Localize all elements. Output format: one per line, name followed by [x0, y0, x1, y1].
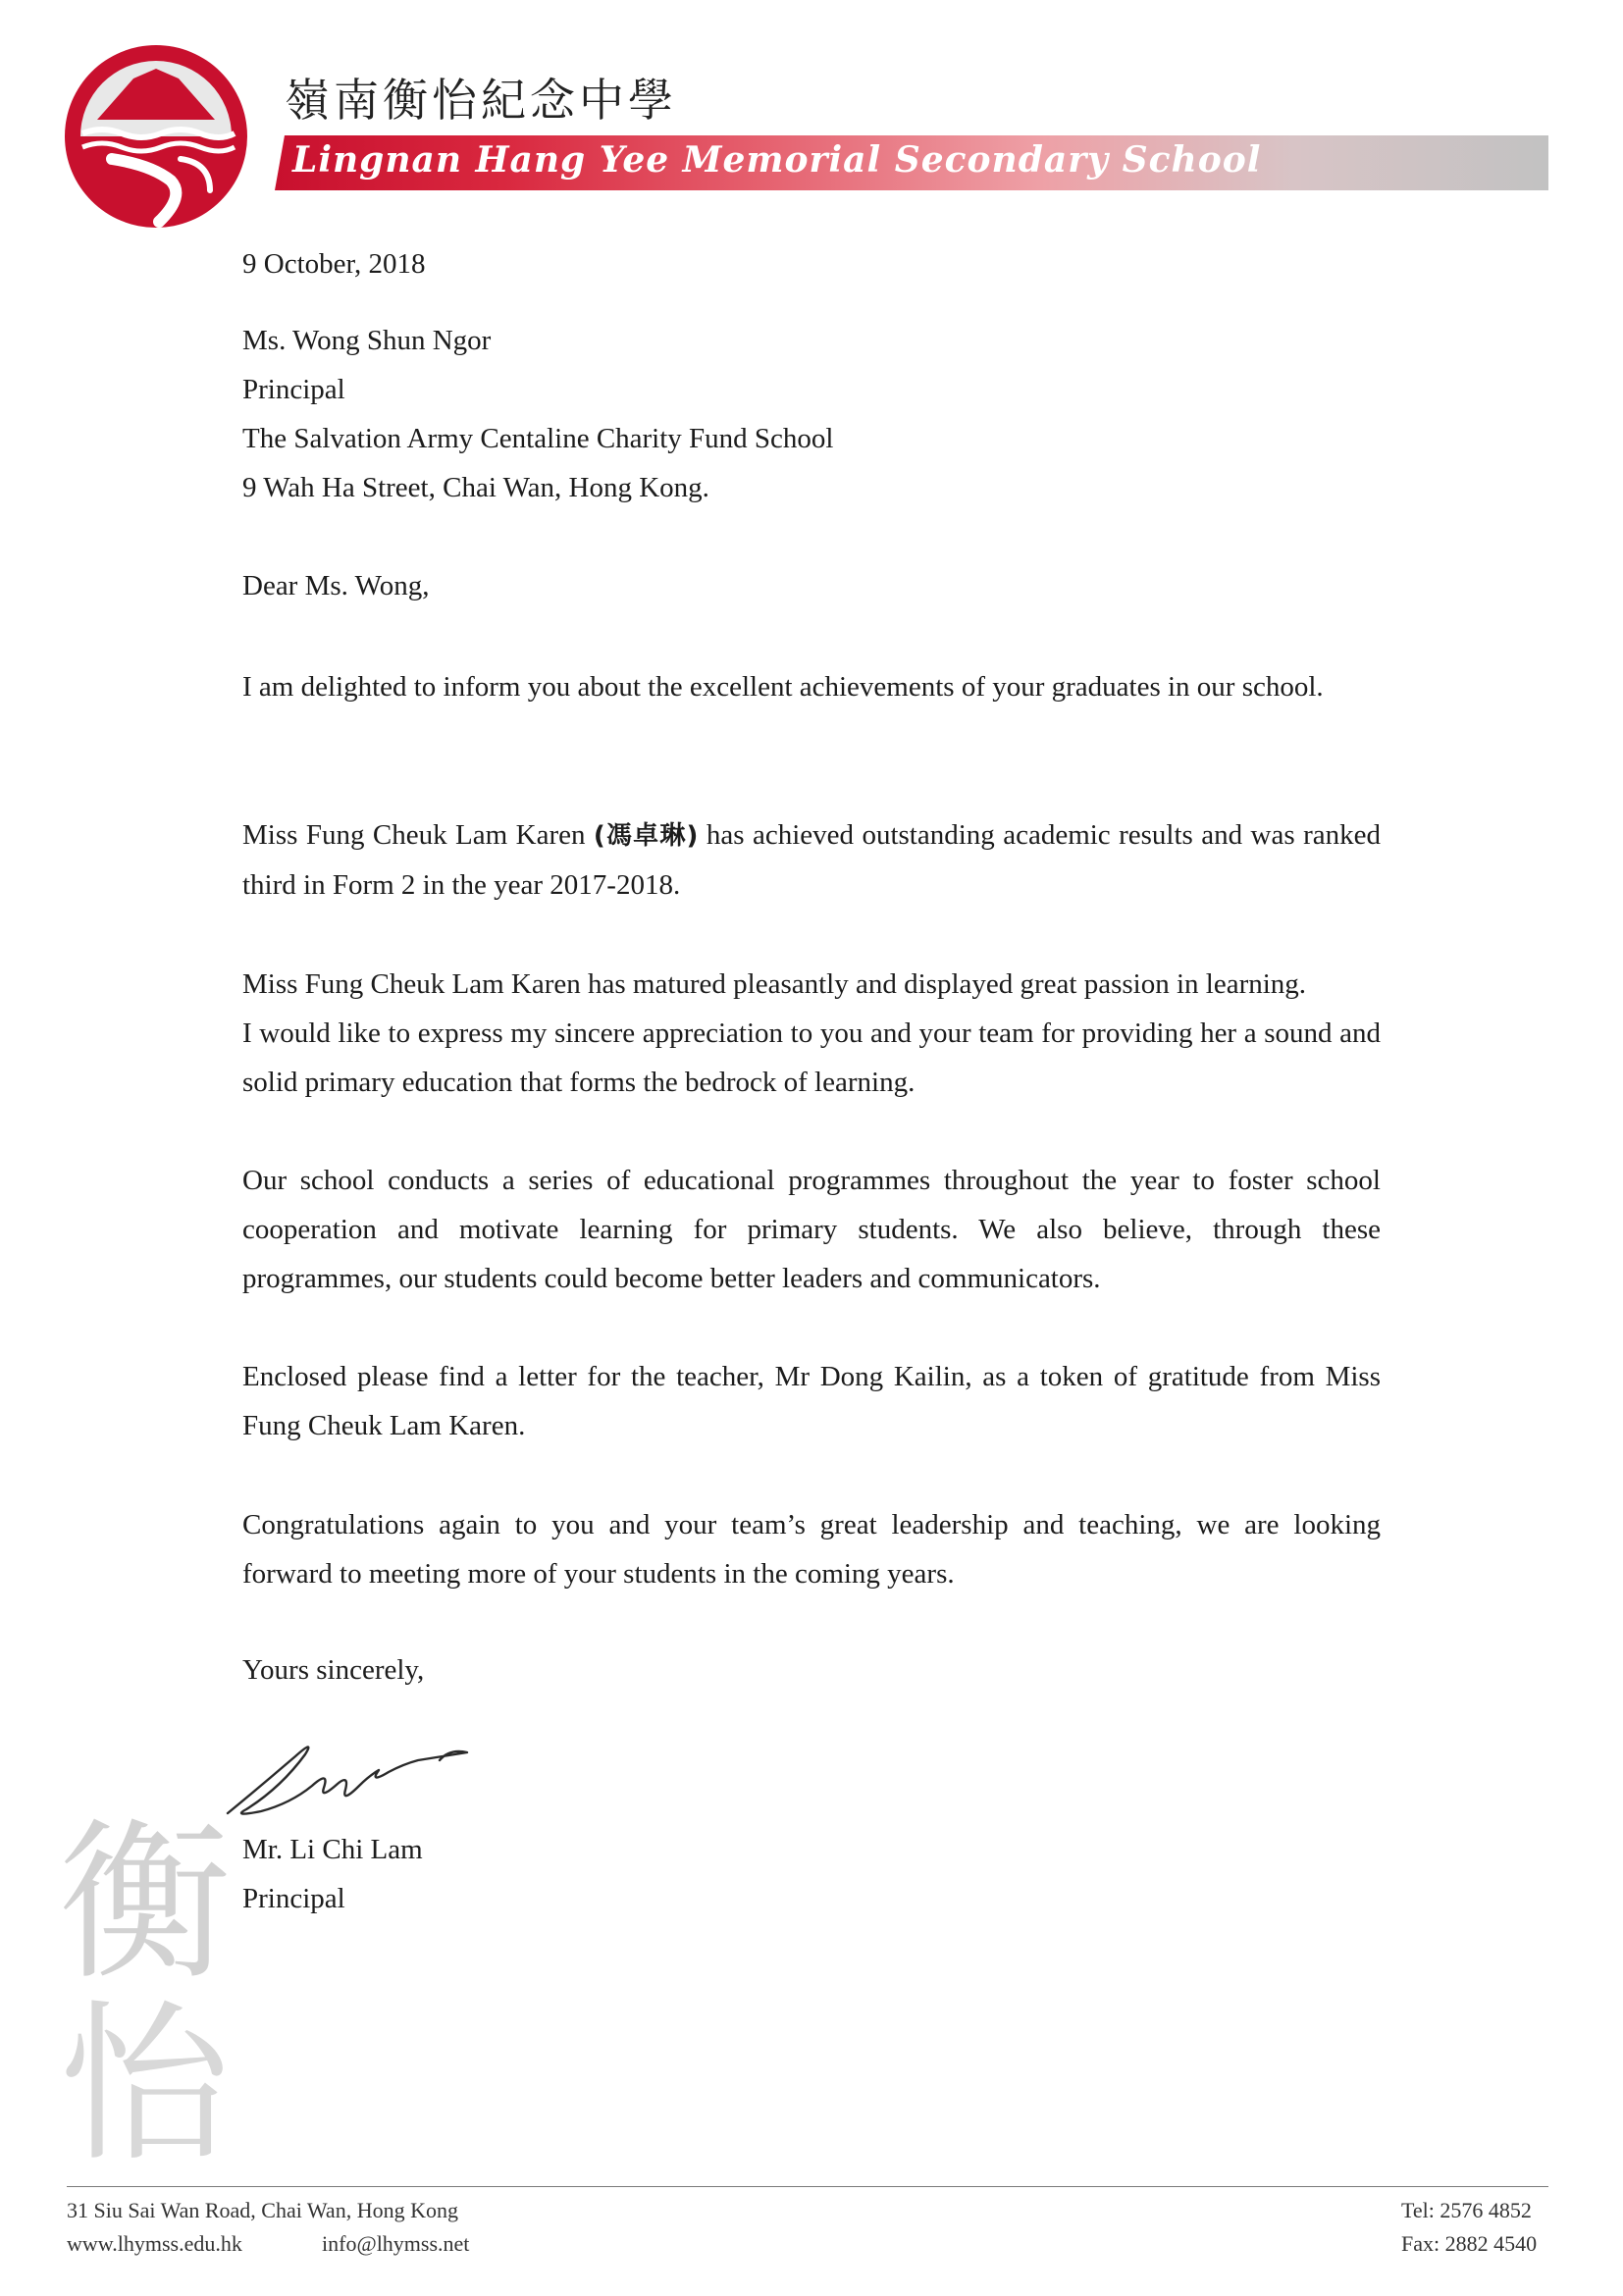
paragraph-2 — [242, 810, 1381, 910]
watermark-char-2: 怡 — [59, 1986, 231, 2159]
paragraph-6: Congratulations again to you and your team’s great leadership and teaching, we are looking forward to meeting more of your students in the coming years. — [242, 1509, 1381, 1590]
student-chinese-name: (馮卓琳) — [593, 821, 699, 851]
watermark-char-1: 衡 — [59, 1804, 231, 2004]
paragraph-5: Enclosed please find a letter for the teacher, Mr Dong Kailin, as a token of gratitude from Miss Fung Cheuk Lam Karen. — [242, 1361, 1381, 1441]
paragraph-3 — [242, 960, 1381, 1107]
paragraph-3-line-1: Miss Fung Cheuk Lam Karen has matured pleasantly and displayed great passion in learning. — [242, 968, 1307, 1000]
recipient-block — [242, 316, 1381, 512]
footer-fax: Fax: 2882 4540 — [1401, 2231, 1538, 2256]
school-name-chinese: 嶺南衡怡紀念中學 — [285, 74, 677, 127]
footer-tel: Tel: 2576 4852 — [1401, 2198, 1532, 2222]
footer-address: 31 Siu Sai Wan Road, Chai Wan, Hong Kong — [67, 2198, 458, 2222]
paragraph-4: Our school conducts a series of educational programmes throughout the year to foster school cooperation and motivate learning for primary students. We also believe, through these programmes, our students could become better leaders and communicators. — [242, 1165, 1381, 1294]
paragraph-3-rest: I would like to express my sincere appreciation to you and your team for providing her a sound and solid primary education that forms the bedrock of learning. — [242, 1018, 1381, 1098]
recipient-organization: The Salvation Army Centaline Charity Fund School — [242, 423, 834, 454]
salutation: Dear Ms. Wong, — [242, 570, 430, 601]
watermark-characters — [59, 1796, 245, 2159]
school-name-english: Lingnan Hang Yee Memorial Secondary School — [292, 139, 1262, 181]
footer-divider — [67, 2186, 1548, 2187]
recipient-name: Ms. Wong Shun Ngor — [242, 325, 492, 356]
handwritten-signature — [222, 1727, 477, 1820]
footer-website[interactable]: www.lhymss.edu.hk — [67, 2231, 242, 2256]
paragraph-2-end: has achieved outstanding academic results and was ranked third in Form 2 in the year 2017-2018. — [242, 819, 1381, 901]
school-logo-icon — [63, 43, 249, 230]
signatory-title: Principal — [242, 1883, 345, 1914]
letter-date: 9 October, 2018 — [242, 248, 426, 280]
paragraph-1: I am delighted to inform you about the excellent achievements of your graduates in our school. — [242, 671, 1324, 703]
signatory-block — [242, 1825, 1381, 1923]
recipient-address: 9 Wah Ha Street, Chai Wan, Hong Kong. — [242, 472, 709, 503]
signatory-name: Mr. Li Chi Lam — [242, 1834, 423, 1865]
closing: Yours sincerely, — [242, 1654, 425, 1686]
footer-email[interactable]: info@lhymss.net — [322, 2231, 470, 2256]
paragraph-2-start: Miss Fung Cheuk Lam Karen — [242, 819, 594, 851]
recipient-title: Principal — [242, 374, 345, 405]
